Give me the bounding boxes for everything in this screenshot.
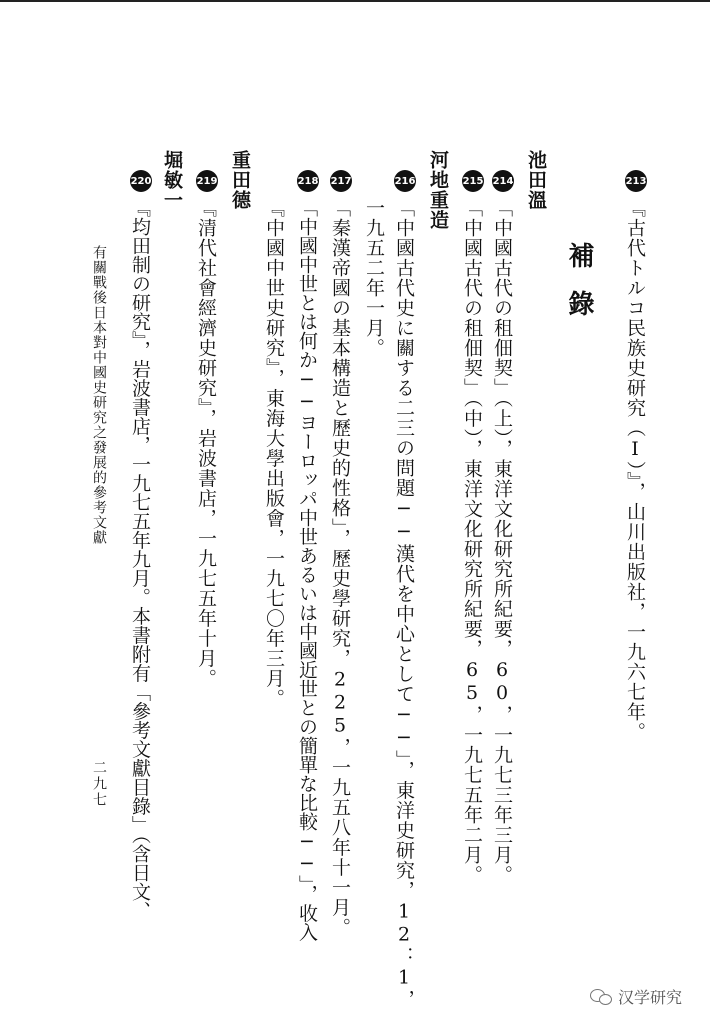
entry-217-text: 「秦漢帝國の基本構造と歷史的性格」，歷史學研究，225，一九五八年十一月。	[329, 198, 351, 938]
author-hori: 堀敏一	[161, 150, 183, 210]
author-ikeda: 池田溫	[525, 150, 547, 210]
entry-216-text: 「中國古代史に關する二三の問題──漢代を中心として──」，東洋史研究，12：1，	[393, 198, 415, 1010]
author-kawachi: 河地重造	[427, 150, 449, 230]
entry-214-text: 「中國古代の租佃契」（上），東洋文化研究所紀要，60，一九七三年三月。	[491, 198, 513, 885]
entry-number-220: 220	[130, 170, 152, 192]
entry-213-text: 『古代トルコ民族史研究（Ⅰ）』，山川出版社，一九六七年。	[624, 198, 646, 742]
wechat-icon	[590, 989, 612, 1005]
entry-number-217: 217	[330, 170, 352, 192]
entry-number-215: 215	[462, 170, 484, 192]
entry-number-219: 219	[196, 170, 218, 192]
entry-219-text: 『清代社會經濟史研究』，岩波書店，一九七五年十月。	[195, 198, 217, 689]
author-shigeta: 重田德	[229, 150, 251, 210]
entry-number-214: 214	[492, 170, 514, 192]
entry-215-text: 「中國古代の租佃契」（中），東洋文化研究所紀要，65，一九七五年二月。	[461, 198, 483, 885]
footer-title: 有關戰後日本對中國史研究之發展的參考文獻	[91, 245, 107, 545]
entry-number-213: 213	[625, 170, 647, 192]
top-border	[0, 0, 710, 6]
watermark-text: 汉学研究	[618, 988, 683, 1007]
entry-number-216: 216	[394, 170, 416, 192]
entry-number-218: 218	[297, 170, 319, 192]
entry-218-continuation: 『中國中世史研究』，東海大學出版會，一九七〇年三月。	[263, 198, 285, 709]
entry-220-text: 『均田制の研究』，岩波書店，一九七五年九月。本書附有「參考文獻目錄」（含日文、	[129, 198, 151, 920]
page-number: 二九七	[91, 760, 107, 808]
watermark-logo	[590, 985, 682, 1008]
entry-218-text: 「中國中世とは何か──ヨーロッパ中世あるいは中國近世との簡單な比較──」，收入	[296, 198, 318, 942]
entry-216-continuation: 一九五二年一月。	[363, 198, 385, 358]
page-heading: 補錄	[564, 242, 594, 338]
